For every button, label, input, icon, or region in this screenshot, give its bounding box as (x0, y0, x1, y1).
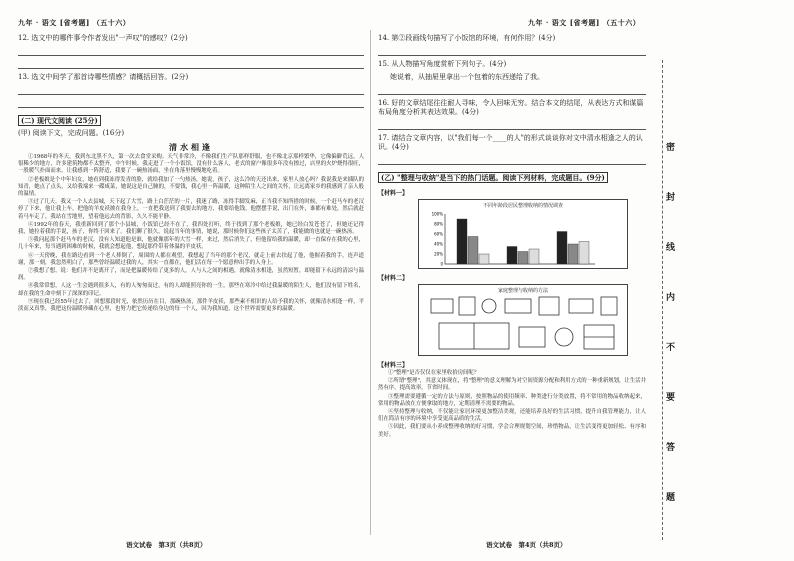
basket-icon (555, 328, 573, 346)
article-paragraph: ⑨现在我已经55年过去了，回想那段时光，依然历历在目，那碗热汤，那件羊皮袄，那些素不相识的人给予我的关怀，就像清水相逢一样，平淡而又真挚，我把这份温暖珍藏在心里，也努力把它传递给身边的每一个人，因为我知道，这个世界需要更多的温暖。 (18, 298, 364, 313)
question-15-quote: 她说着，从抽屉里拿出一个包着的东西递给了我。 (390, 73, 544, 81)
question-12: 12. 选文中的哪件事令作者发出"一声叹"的感叹？(2分) (18, 34, 188, 42)
chart-bar (457, 219, 467, 264)
material-3-body (378, 370, 646, 439)
article-body (18, 154, 364, 313)
y-tick-label: 100% (431, 211, 443, 217)
seal-line-char: 要 (666, 393, 676, 403)
seal-line-char: 线 (666, 243, 676, 253)
material-2-label: 【材料二】 (378, 275, 409, 282)
box-icon (601, 297, 617, 315)
page-footer-right: 语文试卷 第4页（共8页） (486, 541, 567, 549)
y-tick-label: 60% (434, 231, 443, 237)
answer-line[interactable] (378, 47, 646, 56)
answer-line[interactable] (18, 86, 364, 95)
bar-chart-svg (419, 200, 629, 270)
material-paragraph: ⑤因此，我们要从小养成整理收纳的好习惯，学会合理规划空间，珍惜物品，让生活变得更加轻松、有序和美好。 (378, 424, 646, 438)
seal-line-char: 封 (666, 193, 676, 203)
chart-bar (568, 244, 578, 264)
container-icon (569, 299, 593, 313)
drawer-icon (519, 327, 545, 347)
section-heading: (乙) "整理与收纳"是当下的热门话题。阅读下列材料，完成题目。(9分) (378, 172, 608, 183)
page-header-left: 九年 · 语文 [省考题] （五十六） (18, 18, 131, 27)
drawer-icon (505, 299, 531, 313)
answer-line[interactable] (378, 86, 646, 95)
y-tick-label: 80% (434, 221, 443, 227)
article-paragraph: ⑤我问起那个赶马车的老汉，没有人知道他是谁，他就像那年的大雪一样，来过，然后消失了，但他留给我的温暖，却一直保存在我的心里，几十年来，每当遇到困难的时候，我就会想起他，想起那件带着体温的羊皮袄。 (18, 237, 364, 251)
survey-chart (418, 199, 628, 269)
article-paragraph: ⑥一天傍晚，我在路边看到一个老人摔倒了，周围的人都在观望，我想起了当年的那个老汉，就走上前去扶起了他，他握着我的手，连声道谢，那一刻，我忽然明白了，那些曾经温暖过我的人，其实一直都在，他们活在每一个愿意伸出手的人身上。 (18, 252, 364, 266)
page-header-right: 九年 · 语文 [省考题] （五十六） (528, 18, 641, 27)
question-15: 15. 从人物描写角度赏析下列句子。(4分) (378, 60, 507, 68)
answer-line[interactable] (378, 156, 646, 165)
chart-title: 不同年龄段居民整理收纳的情况调查 (482, 203, 563, 209)
answer-line[interactable] (18, 60, 364, 69)
material-paragraph: ①"整理"是否仅仅在家里收拾房间呢？ (388, 370, 480, 376)
right-page (378, 30, 646, 439)
article-paragraph: ④1992年的春天，我重新回到了那个小县城，小饭馆已经不在了，我四处打听，终于找到了那个老板娘，她已经白发苍苍了，但她还记得我，她拉着我的手说，孩子，你终于回来了。我们聊了很久，说起当年的事情，她说，那时候你们这些孩子太苦了，我能做的也就是一碗热汤。 (18, 221, 364, 236)
chart-bar (557, 232, 567, 265)
chart-bar (529, 249, 539, 264)
question-13: 13. 选文中间学了那首诗哪些情感？请概括回答。(2分) (18, 73, 189, 81)
material-paragraph: ②所谓"整理"，其意义体现在，将"整理"的意义理解为对空间资源分配和利用方式的一种重新规划，让生活井然有序，提高效率，节省时间。 (378, 378, 646, 392)
question-17: 17. 请结合文章内容，以"我们每一个____的人"的形式谈谈你对文中清水相逢之人的认识。(4分) (378, 134, 643, 151)
seal-line-char: 内 (666, 293, 676, 303)
material-paragraph: ③整理需要遵循一定的方法与原则，按照物品的使用频率、种类进行分类放置，将不常用的物品收纳起来，常用的物品放在方便拿取的地方，定期清理不需要的物品。 (378, 393, 646, 407)
y-tick-label: 0 (440, 261, 443, 267)
answer-line[interactable] (18, 47, 364, 56)
chart-bar (579, 242, 589, 265)
box-icon (431, 299, 453, 313)
article-paragraph: ⑧我常常想，人这一生会遇到很多人，有的人匆匆而过，有的人却能照亮你的一生，那些在寒冷中给过我温暖的陌生人，他们没有留下姓名，却在我的生命中刻下了深深的印记。 (18, 283, 364, 297)
diagram-title: 家庭整理与收纳的方法 (497, 288, 548, 294)
chart-bar (479, 254, 489, 264)
answer-line[interactable] (18, 99, 364, 108)
y-tick-label: 40% (434, 241, 443, 247)
answer-line[interactable] (378, 121, 646, 130)
cabinet-icon (459, 297, 475, 315)
chart-bar (518, 252, 528, 265)
article-paragraph: ②老板娘是个中年妇女，她看到我冻得发青的脸，就给我加了一勺热汤，她说，孩子，这么冷的天还出来，家里人放心吗？我说我是来插队的知青，她点了点头，又给我端来一碟咸菜，她说这是自己腌的，不要钱，我心里一阵温暖，这种陌生人之间的关怀，让远离家乡的我感到了亲人般的温情。 (18, 176, 364, 198)
seal-line-char: 题 (666, 493, 676, 503)
storage-illustration (419, 285, 629, 357)
seal-line-char: 答 (666, 443, 676, 453)
material-3-label: 【材料三】 (378, 362, 409, 369)
material-1-label: 【材料一】 (378, 190, 409, 197)
seal-line-char: 密 (666, 143, 676, 153)
question-16: 16. 好的文章结尾往往耐人寻味，令人回味无穷。结合本文的结尾，从表达方式和谋篇布局角度分析其表达效果。(4分) (378, 99, 644, 116)
page-divider (370, 30, 371, 535)
material-paragraph: ④坚持整理与收纳，不仅能让家居环境更加整洁美观，还能培养良好的生活习惯，提升自我管理能力，让人们在简洁有序的环境中享受更高品质的生活。 (378, 409, 646, 423)
chart-bar (507, 247, 517, 265)
article-paragraph: ①1968年的冬天，我到东北黑不久，第一次去食堂采购。天气非常冷，不像我们生产队那样舒服，也不像北京那样繁华，它像偏僻荒远，人很稀少的地方，许多建筑物都不太整齐，中午时候，我走进了一个小饭馆，没有什么客人，老式的窗户像很多年没有擦过，店里的火炉烧得很旺，一股暖气扑面而来，让我感到一阵舒适，我要了一碗热汤面，坐在角落里慢慢地吃着。 (18, 154, 364, 175)
article-paragraph: ⑦我想了想，说：他们并不是离开了，而是把温暖传给了更多的人，人与人之间的相遇，就像清水相逢，虽然短暂，却能留下永远的清凉与温润。 (18, 268, 364, 282)
chart-bar (468, 237, 478, 265)
article-title: 清水相逢 (169, 142, 213, 152)
shelf-icon (539, 297, 559, 315)
y-tick-label: 20% (434, 251, 443, 257)
storage-diagram (418, 284, 628, 356)
basket-icon (482, 299, 496, 313)
seal-line-char: 不 (666, 343, 676, 353)
article-paragraph: ③过了几天，我又一个人去县城，天下起了大雪，路上白茫茫的一片，我迷了路，冻得手脚发麻，正当我不知所措的时候，一个赶马车的老汉停了下来，他让我上车，把他的羊皮袄披在我身上，一直把我送到了我要去的地方，我要给他钱，他摆摆手说，出门在外，谁都有难处，然后就赶着马车走了，我站在雪地里，望着他远去的背影，久久不能平静。 (18, 199, 364, 220)
page-footer-left: 语文试卷 第3页（共8页） (126, 541, 207, 549)
left-page (18, 30, 364, 313)
section-heading: (二) 现代文阅读 (25分) (18, 115, 101, 126)
question-14: 14. 第②段画线句描写了小饭馆的环境，有何作用？(4分) (378, 34, 556, 42)
section-instruction: (甲) 阅读下文，完成问题。(16分) (18, 129, 125, 137)
